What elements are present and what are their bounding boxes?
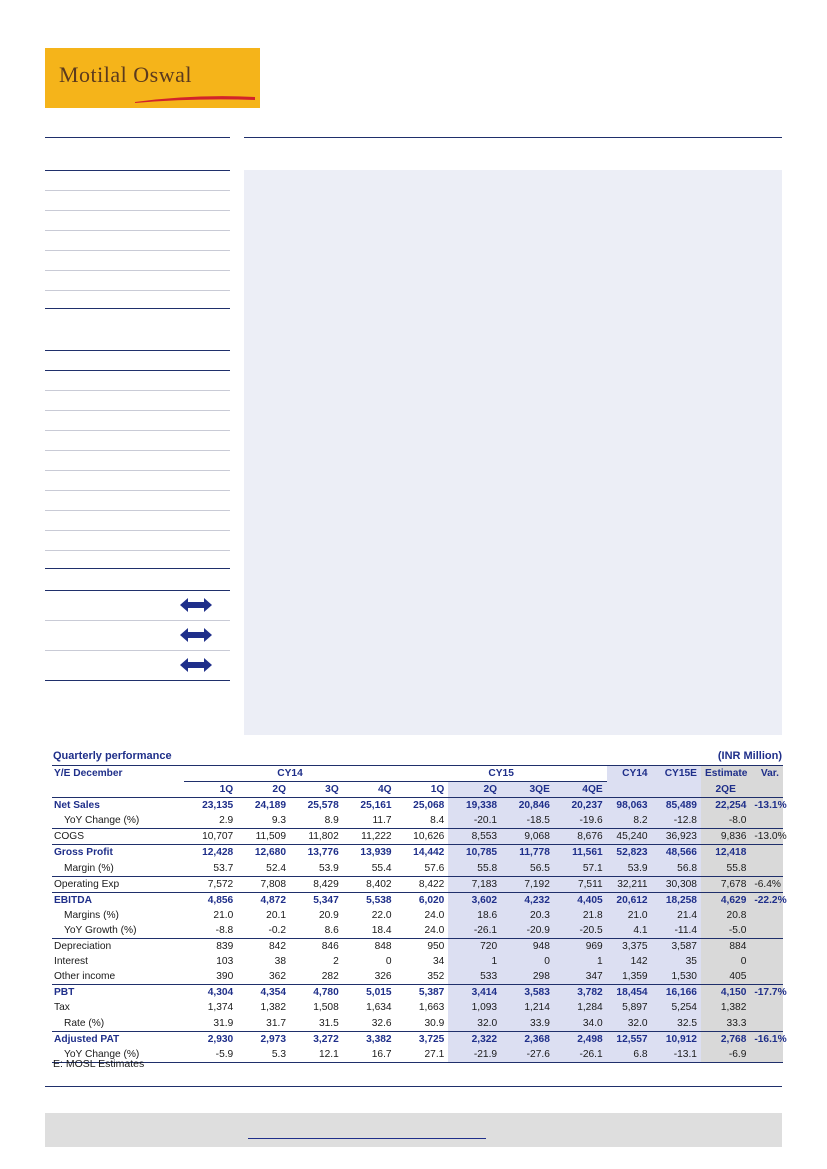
table-cell: 298: [501, 969, 554, 985]
col-q6: 2Q: [448, 782, 501, 798]
table-cell: 20,237: [554, 798, 607, 814]
table-cell: 32.6: [371, 1017, 392, 1029]
table-row: [52, 954, 783, 969]
table-cell: 948: [501, 939, 554, 955]
table-cell: 7,808: [237, 876, 290, 892]
table-cell: 6,020: [396, 892, 449, 908]
table-cell: 7,572: [184, 876, 237, 892]
table-cell: 9,068: [501, 829, 554, 845]
row-label: Margins (%): [64, 909, 119, 921]
table-cell: 13,939: [343, 845, 396, 861]
year-label: Y/E December: [52, 766, 184, 782]
table-cell: 1: [554, 954, 607, 969]
table-cell: 326: [374, 971, 392, 983]
table-cell: 33.3: [701, 1016, 750, 1032]
row-label: Interest: [54, 956, 88, 968]
col-var: Var.: [750, 766, 783, 782]
table-cell: 1,508: [313, 1002, 339, 1014]
table-cell: 2,930: [184, 1031, 237, 1047]
table-cell: 20.3: [501, 908, 554, 923]
table-cell: 3,602: [448, 892, 501, 908]
table-cell: 6.8: [607, 1047, 652, 1063]
double-arrow-icon: [180, 598, 212, 612]
row-label: COGS: [52, 829, 184, 845]
table-cell: -20.5: [554, 923, 607, 939]
table-cell: 3,382: [343, 1031, 396, 1047]
table-cell: -8.0: [701, 813, 750, 829]
table-cell: 282: [321, 971, 339, 983]
table-cell: 52,823: [607, 845, 652, 861]
table-cell: 24.0: [424, 924, 445, 936]
table-cell: 842: [237, 939, 290, 955]
table-cell: 8,402: [343, 876, 396, 892]
table-cell: 55.8: [448, 861, 501, 877]
table-cell: [750, 1000, 783, 1015]
table-cell: 32,211: [607, 876, 652, 892]
table-cell: 0: [701, 954, 750, 969]
footer-band: [45, 1113, 782, 1147]
table-cell: 18,258: [652, 892, 701, 908]
table-cell: 839: [184, 939, 237, 955]
table-cell: 21.4: [652, 908, 701, 923]
table-cell: 1,093: [448, 1000, 501, 1015]
table-cell: 21.8: [554, 908, 607, 923]
table-cell: 884: [701, 939, 750, 955]
table-cell: 27.1: [396, 1047, 449, 1063]
table-cell: 0: [501, 954, 554, 969]
table-cell: 20.1: [266, 909, 286, 921]
table-cell: [750, 908, 783, 923]
table-cell: 52.4: [266, 862, 286, 874]
logo-swoosh-icon: [135, 94, 255, 104]
table-cell: 7,183: [448, 876, 501, 892]
col-cy14: CY14: [607, 766, 652, 782]
table-cell: 57.6: [424, 862, 445, 874]
right-header-rule: [244, 137, 782, 138]
table-cell: -0.2: [268, 924, 286, 936]
table-cell: 20.8: [701, 908, 750, 923]
table-cell: 10,707: [184, 829, 237, 845]
table-cell: 32.0: [448, 1016, 501, 1032]
table-cell: [750, 845, 783, 861]
table-cell: 30.9: [424, 1017, 445, 1029]
table-cell: 10,785: [448, 845, 501, 861]
row-label: Operating Exp: [52, 876, 184, 892]
table-cell: 55.4: [371, 862, 392, 874]
table-cell: -5.9: [184, 1047, 237, 1063]
col-q1: 1Q: [184, 782, 237, 798]
quarterly-table: [52, 765, 787, 1063]
table-cell: 1,382: [260, 1002, 286, 1014]
table-cell: -12.8: [652, 813, 701, 829]
table-cell: 4,856: [184, 892, 237, 908]
table-row: [52, 798, 783, 814]
table-cell: 950: [396, 939, 449, 955]
table-cell: 33.9: [501, 1016, 554, 1032]
table-cell: 7,511: [554, 876, 607, 892]
table-cell: 142: [607, 954, 652, 969]
table-cell: 14,442: [396, 845, 449, 861]
table-cell: 12,557: [607, 1031, 652, 1047]
row-label: Margin (%): [64, 862, 114, 874]
group-cy14: CY14: [184, 766, 395, 782]
table-cell: 10,912: [652, 1031, 701, 1047]
footer-link-underline[interactable]: [248, 1138, 486, 1139]
table-cell: 30,308: [652, 876, 701, 892]
quarterly-title: Quarterly performance: [53, 750, 172, 762]
table-cell: 98,063: [607, 798, 652, 814]
table-cell: 848: [343, 939, 396, 955]
table-cell: 85,489: [652, 798, 701, 814]
content-panel: [244, 170, 782, 735]
table-cell: 5,015: [343, 985, 396, 1001]
row-label: EBITDA: [52, 892, 184, 908]
double-arrow-icon: [180, 628, 212, 642]
table-cell: 3,375: [607, 939, 652, 955]
row-label: Depreciation: [52, 939, 184, 955]
table-header-row-2: [52, 782, 783, 798]
table-cell: 5,387: [396, 985, 449, 1001]
table-cell: 20,612: [607, 892, 652, 908]
table-row: [52, 892, 783, 908]
table-cell: 8,553: [448, 829, 501, 845]
table-cell: 12,680: [237, 845, 290, 861]
table-cell: 1,284: [554, 1000, 607, 1015]
table-cell: -27.6: [501, 1047, 554, 1063]
table-cell: 7,678: [701, 876, 750, 892]
table-cell: 5,897: [607, 1000, 652, 1015]
table-cell: 53.9: [607, 861, 652, 877]
table-row: [52, 1016, 783, 1032]
row-label: YoY Growth (%): [64, 924, 137, 936]
table-cell: -8.8: [215, 924, 234, 936]
table-cell: 19,338: [448, 798, 501, 814]
table-cell: 16,166: [652, 985, 701, 1001]
table-cell: 1,214: [501, 1000, 554, 1015]
table-cell: 45,240: [607, 829, 652, 845]
col-q2: 2Q: [237, 782, 290, 798]
table-cell: 22,254: [701, 798, 750, 814]
group-cy15: CY15: [396, 766, 607, 782]
table-cell: -13.0%: [750, 829, 783, 845]
table-cell: 0: [385, 956, 392, 968]
table-cell: 7,192: [501, 876, 554, 892]
table-cell: 25,161: [360, 800, 392, 812]
table-cell: 8.2: [607, 813, 652, 829]
table-cell: -16.1%: [750, 1031, 783, 1047]
table-cell: -26.1: [554, 1047, 607, 1063]
row-label: Other income: [54, 971, 116, 983]
table-cell: 4,150: [701, 985, 750, 1001]
table-cell: 1,634: [366, 1002, 392, 1014]
table-cell: 4,405: [554, 892, 607, 908]
table-cell: 5,347: [290, 892, 343, 908]
table-cell: -18.5: [501, 813, 554, 829]
table-cell: 8.9: [324, 815, 339, 827]
table-row: [52, 876, 783, 892]
table-cell: 18.6: [448, 908, 501, 923]
table-cell: 352: [427, 971, 445, 983]
table-cell: 11,778: [501, 845, 554, 861]
table-cell: 2,768: [701, 1031, 750, 1047]
col-q8: 4QE: [554, 782, 607, 798]
table-cell: -5.0: [701, 923, 750, 939]
table-cell: 16.7: [343, 1047, 396, 1063]
row-label: YoY Change (%): [64, 815, 140, 827]
table-cell: 9.3: [271, 815, 286, 827]
table-cell: 362: [269, 971, 286, 983]
table-cell: 53.9: [318, 862, 339, 874]
table-cell: 8.4: [430, 815, 445, 827]
table-header-row-1: [52, 766, 783, 782]
table-cell: 1: [448, 954, 501, 969]
table-cell: 8,676: [554, 829, 607, 845]
table-cell: 32.5: [652, 1016, 701, 1032]
table-cell: 18,454: [607, 985, 652, 1001]
table-cell: -20.1: [448, 813, 501, 829]
table-cell: 34: [433, 956, 445, 968]
table-cell: 2,973: [237, 1031, 290, 1047]
table-cell: 22.0: [371, 909, 392, 921]
table-cell: 5.3: [237, 1047, 290, 1063]
table-cell: 1,359: [607, 969, 652, 985]
table-cell: 390: [216, 971, 234, 983]
table-cell: 35: [652, 954, 701, 969]
col-estimate: Estimate: [701, 766, 750, 782]
table-cell: 13,776: [290, 845, 343, 861]
table-cell: 12,418: [701, 845, 750, 861]
table-cell: [750, 923, 783, 939]
table-cell: 4,354: [237, 985, 290, 1001]
table-cell: 405: [701, 969, 750, 985]
table-cell: 11,561: [554, 845, 607, 861]
table-cell: 36,923: [652, 829, 701, 845]
row-label: Adjusted PAT: [52, 1031, 184, 1047]
table-cell: 3,725: [396, 1031, 449, 1047]
table-cell: 8,429: [290, 876, 343, 892]
table-cell: [750, 1016, 783, 1032]
table-cell: 11,222: [343, 829, 396, 845]
row-label: Rate (%): [64, 1017, 105, 1029]
table-cell: 9,836: [701, 829, 750, 845]
table-row: [52, 908, 783, 923]
estimates-note: E: MOSL Estimates: [53, 1058, 145, 1070]
table-cell: 2: [333, 956, 339, 968]
table-row: [52, 939, 783, 955]
table-cell: 4,232: [501, 892, 554, 908]
table-cell: 1,530: [652, 969, 701, 985]
table-cell: 2.9: [219, 815, 234, 827]
table-cell: 3,414: [448, 985, 501, 1001]
table-cell: 3,587: [652, 939, 701, 955]
table-row: [52, 923, 783, 939]
row-label: YoY Change (%): [52, 1047, 184, 1063]
table-cell: [750, 969, 783, 985]
table-cell: -6.9: [701, 1047, 750, 1063]
table-cell: 53.7: [213, 862, 234, 874]
table-cell: 846: [290, 939, 343, 955]
table-cell: 12.1: [290, 1047, 343, 1063]
table-cell: 20,846: [501, 798, 554, 814]
table-cell: 4,780: [290, 985, 343, 1001]
table-cell: 5,254: [652, 1000, 701, 1015]
table-cell: 34.0: [554, 1016, 607, 1032]
col-q3: 3Q: [290, 782, 343, 798]
row-label: Tax: [54, 1002, 70, 1014]
col-q5: 1Q: [396, 782, 449, 798]
table-cell: 20.9: [318, 909, 339, 921]
table-cell: 57.1: [554, 861, 607, 877]
table-row: [52, 985, 783, 1001]
table-cell: 4,629: [701, 892, 750, 908]
table-cell: 31.9: [213, 1017, 234, 1029]
row-label: PBT: [52, 985, 184, 1001]
table-cell: 103: [216, 956, 234, 968]
table-cell: 4,872: [237, 892, 290, 908]
table-cell: 11,802: [290, 829, 343, 845]
table-cell: -13.1: [652, 1047, 701, 1063]
table-cell: 21.0: [607, 908, 652, 923]
col-q7: 3QE: [501, 782, 554, 798]
table-row: [52, 969, 783, 985]
table-cell: [750, 813, 783, 829]
table-cell: 5,538: [343, 892, 396, 908]
table-cell: 56.8: [652, 861, 701, 877]
table-cell: -21.9: [448, 1047, 501, 1063]
table-cell: 12,428: [184, 845, 237, 861]
table-cell: 533: [448, 969, 501, 985]
table-cell: 31.5: [318, 1017, 339, 1029]
table-cell: -6.4%: [750, 876, 783, 892]
table-cell: [750, 1047, 783, 1063]
table-cell: 3,782: [554, 985, 607, 1001]
row-label: Net Sales: [54, 800, 100, 812]
table-cell: 8.6: [324, 924, 339, 936]
table-cell: 48,566: [652, 845, 701, 861]
table-cell: 25,068: [413, 800, 445, 812]
table-cell: 969: [554, 939, 607, 955]
col-cy15e: CY15E: [652, 766, 701, 782]
table-cell: 32.0: [607, 1016, 652, 1032]
table-cell: 3,583: [501, 985, 554, 1001]
table-cell: -11.4: [652, 923, 701, 939]
estimate-sub: 2QE: [701, 782, 750, 798]
logo-text: Motilal Oswal: [59, 62, 192, 87]
table-cell: 1,382: [701, 1000, 750, 1015]
table-cell: 4.1: [607, 923, 652, 939]
table-row: [52, 829, 783, 845]
table-cell: 38: [274, 956, 286, 968]
table-cell: 8,422: [396, 876, 449, 892]
col-q4: 4Q: [343, 782, 396, 798]
table-cell: [750, 861, 783, 877]
table-cell: 3,272: [290, 1031, 343, 1047]
table-cell: 1,663: [418, 1002, 445, 1014]
table-cell: 24,189: [254, 800, 286, 812]
table-cell: [750, 939, 783, 955]
table-row: [52, 1000, 783, 1015]
table-cell: [750, 954, 783, 969]
motilal-oswal-logo: [45, 48, 260, 108]
table-cell: -26.1: [448, 923, 501, 939]
table-cell: 56.5: [501, 861, 554, 877]
table-cell: 347: [554, 969, 607, 985]
table-cell: 2,368: [501, 1031, 554, 1047]
table-cell: -13.1%: [750, 798, 783, 814]
table-row: [52, 1047, 783, 1063]
row-label: Gross Profit: [52, 845, 184, 861]
table-row: [52, 845, 783, 861]
table-cell: 2,322: [448, 1031, 501, 1047]
table-cell: -17.7%: [750, 985, 783, 1001]
table-cell: 2,498: [554, 1031, 607, 1047]
table-cell: 720: [448, 939, 501, 955]
table-row: [52, 813, 783, 829]
table-cell: 11,509: [237, 829, 290, 845]
table-cell: 55.8: [701, 861, 750, 877]
table-cell: 23,135: [202, 800, 234, 812]
table-cell: 31.7: [266, 1017, 286, 1029]
table-cell: -19.6: [554, 813, 607, 829]
table-cell: 25,578: [307, 800, 339, 812]
table-row: [52, 1031, 783, 1047]
table-cell: 18.4: [371, 924, 392, 936]
table-cell: 4,304: [184, 985, 237, 1001]
table-cell: 24.0: [424, 909, 445, 921]
table-cell: 11.7: [372, 815, 392, 827]
footer-rule: [45, 1086, 782, 1087]
table-cell: -22.2%: [750, 892, 783, 908]
table-cell: 21.0: [213, 909, 234, 921]
table-row: [52, 861, 783, 877]
quarterly-unit: (INR Million): [717, 750, 782, 762]
table-cell: 10,626: [396, 829, 449, 845]
double-arrow-icon: [180, 658, 212, 672]
table-cell: 1,374: [207, 1002, 234, 1014]
table-cell: -20.9: [501, 923, 554, 939]
